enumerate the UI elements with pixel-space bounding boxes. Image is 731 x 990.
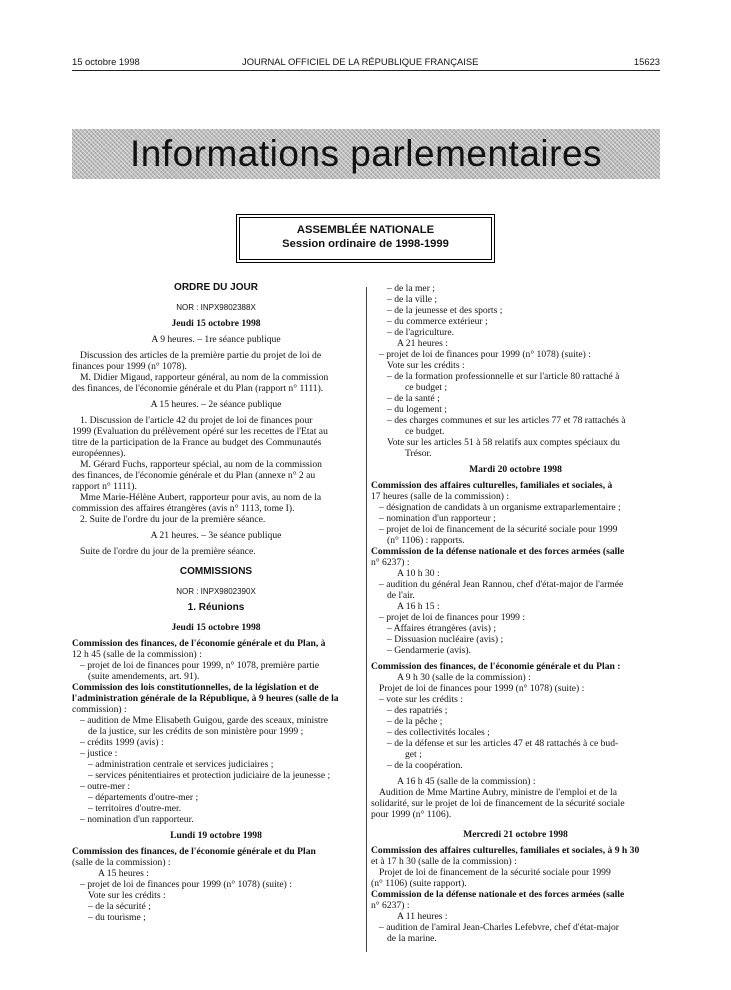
text-line: rapport n° 1111). — [72, 481, 137, 492]
text-line: – de la ville ; — [387, 294, 438, 305]
text-line: M. Gérard Fuchs, rapporteur spécial, au nom de la commission — [80, 459, 322, 470]
assembly-title-box — [239, 217, 492, 260]
text-line: 17 heures (salle de la commission) : — [371, 491, 510, 502]
text-line: – projet de loi de financement de la sécurité sociale pour 1999 — [379, 524, 618, 535]
header-journal-title: JOURNAL OFFICIEL DE LA RÉPUBLIQUE FRANÇAISE — [242, 56, 479, 67]
text-line: A 16 h 15 : — [397, 601, 440, 612]
text-line: – de la coopération. — [387, 760, 463, 771]
text-line: des finances, de l'économie générale et du Plan (rapport n° 1111). — [72, 383, 324, 394]
text-line: – projet de loi de finances pour 1999 (n° 1078) (suite) : — [379, 349, 591, 360]
text-line: – de la défense et sur les articles 47 et 48 rattachés à ce bud- — [387, 738, 619, 749]
date-heading: Jeudi 15 octobre 1998 — [171, 622, 261, 633]
text-line: ce budget. — [405, 426, 445, 437]
text-line: A 21 heures : — [397, 338, 448, 349]
text-line: – de la santé ; — [387, 393, 440, 404]
commission-name: l'administration générale de la République, à 9 heures (salle de la — [72, 693, 339, 704]
text-line: finances pour 1999 (n° 1078). — [72, 361, 187, 372]
text-line: – Affaires étrangères (avis) ; — [387, 623, 497, 634]
seance-heading: A 21 heures. – 3e séance publique — [150, 530, 282, 541]
text-line: 1999 (Evaluation du prélèvement opéré sur les recettes de l'Etat au — [72, 426, 328, 437]
text-line: Projet de loi de financement de la sécurité sociale pour 1999 — [379, 867, 611, 878]
text-line: – vote sur les crédits : — [379, 694, 463, 705]
text-line: (salle de la commission) : — [72, 857, 171, 868]
text-line: – de la formation professionnelle et sur l'article 80 rattaché à — [387, 371, 620, 382]
commission-name: Commission des finances, de l'économie générale et du Plan : — [371, 661, 621, 672]
text-line: – des rapatriés ; — [387, 705, 448, 716]
text-line: – Dissuasion nucléaire (avis) ; — [387, 634, 504, 645]
header-rule — [72, 70, 660, 71]
text-line: Mme Marie-Hélène Aubert, rapporteur pour avis, au nom de la — [80, 492, 322, 503]
commission-name: Commission de la défense nationale et des forces armées (salle — [371, 889, 625, 900]
text-line: – Gendarmerie (avis). — [387, 645, 471, 656]
text-line: – nomination d'un rapporteur ; — [379, 513, 496, 524]
commission-name: Commission des affaires culturelles, familiales et sociales, à — [371, 480, 613, 491]
text-line: – du tourisme ; — [88, 912, 146, 923]
text-line: Projet de loi de finances pour 1999 (n° 1078) (suite) : — [379, 683, 585, 694]
text-line: get ; — [405, 749, 422, 760]
left-column — [72, 282, 360, 923]
banner-title: Informations parlementaires — [129, 133, 603, 174]
text-line: de l'air. — [387, 590, 415, 601]
text-line: Discussion des articles de la première partie du projet de loi de — [80, 350, 322, 361]
text-line: A 15 heures : — [98, 868, 149, 879]
text-line: titre de la participation de la France au budget des Communautés — [72, 437, 322, 448]
text-line: et à 17 h 30 (salle de la commission) : — [371, 856, 517, 867]
text-line: Vote sur les crédits : — [387, 360, 465, 371]
text-line: Suite de l'ordre du jour de la première séance. — [80, 546, 256, 557]
text-line: – audition de l'amiral Jean-Charles Lefebvre, chef d'état-major — [379, 922, 619, 933]
date-heading: Mardi 20 octobre 1998 — [469, 464, 562, 475]
column-divider — [366, 287, 367, 952]
header-date: 15 octobre 1998 — [72, 56, 140, 67]
text-line: 1. Discussion de l'article 42 du projet de loi de finances pour — [80, 415, 313, 426]
commission-name: Commission des finances, de l'économie générale et du Plan — [72, 846, 316, 857]
text-line: A 9 h 30 (salle de la commission) : — [397, 672, 531, 683]
seance-heading: A 15 heures. – 2e séance publique — [150, 399, 282, 410]
text-line: n° 6237) : — [371, 900, 410, 911]
text-line: (suite amendements, art. 91). — [88, 671, 200, 682]
header-page-number: 15623 — [633, 56, 660, 67]
text-line: – crédits 1999 (avis) : — [80, 737, 164, 748]
text-line: – projet de loi de finances pour 1999, n° 1078, première partie — [80, 660, 320, 671]
text-line: A 16 h 45 (salle de la commission) : — [397, 776, 536, 787]
commission-name: Commission des lois constitutionnelles, de la législation et de — [72, 682, 319, 693]
text-line: – départements d'outre-mer ; — [88, 792, 199, 803]
nor-reference: NOR : INPX9802390X — [176, 587, 256, 596]
date-heading: Mercredi 21 octobre 1998 — [463, 829, 568, 840]
text-line: – du commerce extérieur ; — [387, 316, 488, 327]
text-line: Audition de Mme Martine Aubry, ministre de l'emploi et de la — [379, 787, 617, 798]
date-heading: Jeudi 15 octobre 1998 — [171, 318, 261, 329]
text-line: Vote sur les articles 51 à 58 relatifs aux comptes spéciaux du — [387, 437, 620, 448]
text-line: – des charges communes et sur les articles 77 et 78 rattachés à — [387, 415, 626, 426]
right-column — [371, 283, 660, 944]
commission-name: Commission des finances, de l'économie générale et du Plan, à — [72, 638, 326, 649]
text-line: – projet de loi de finances pour 1999 : — [379, 612, 526, 623]
text-line: de la marine. — [387, 933, 437, 944]
text-line: – de la sécurité ; — [88, 901, 151, 912]
text-line: – outre-mer : — [80, 781, 131, 792]
running-header — [72, 56, 660, 70]
text-line: – de la mer ; — [387, 283, 435, 294]
text-line: 2. Suite de l'ordre du jour de la première séance. — [80, 514, 266, 525]
text-line: – audition de Mme Elisabeth Guigou, garde des sceaux, ministre — [80, 715, 329, 726]
seance-heading: A 9 heures. – 1re séance publique — [151, 334, 281, 345]
text-line: ce budget ; — [405, 382, 448, 393]
text-line: Trésor. — [405, 448, 432, 459]
assembly-name: ASSEMBLÉE NATIONALE — [296, 224, 435, 236]
text-line: (n° 1106) (suite rapport). — [371, 878, 467, 889]
text-line: commission) : — [72, 704, 127, 715]
subheading-reunions: 1. Réunions — [187, 602, 245, 613]
text-line: A 11 heures : — [397, 911, 448, 922]
text-line: Vote sur les crédits : — [88, 890, 166, 901]
section-banner — [72, 129, 660, 179]
text-line: M. Didier Migaud, rapporteur général, au nom de la commission — [80, 372, 329, 383]
text-line: – des collectivités locales ; — [387, 727, 490, 738]
text-line: – de la jeunesse et des sports ; — [387, 305, 503, 316]
text-line: – nomination d'un rapporteur. — [80, 814, 194, 825]
text-line: – audition du général Jean Rannou, chef d'état-major de l'armée — [379, 579, 624, 590]
text-line: – désignation de candidats à un organisme extraparlementaire ; — [379, 502, 621, 513]
text-line: n° 6237) : — [371, 557, 410, 568]
heading-ordre-du-jour: ORDRE DU JOUR — [174, 282, 258, 293]
text-line: solidarité, sur le projet de loi de financement de la sécurité sociale — [371, 798, 625, 809]
text-line: de la justice, sur les crédits de son ministère pour 1999 ; — [88, 726, 304, 737]
text-line: – territoires d'outre-mer. — [88, 803, 182, 814]
heading-commissions: COMMISSIONS — [179, 566, 253, 577]
commission-name: Commission de la défense nationale et des forces armées (salle — [371, 546, 625, 557]
text-line: – administration centrale et services judiciaires ; — [88, 759, 274, 770]
text-line: – services pénitentiaires et protection judiciaire de la jeunesse ; — [88, 770, 331, 781]
date-heading: Lundi 19 octobre 1998 — [170, 830, 262, 841]
nor-reference: NOR : INPX9802388X — [176, 303, 256, 312]
text-line: – du logement ; — [387, 404, 447, 415]
text-line: – de la pêche ; — [387, 716, 443, 727]
text-line: – de l'agriculture. — [387, 327, 454, 338]
text-line: pour 1999 (n° 1106). — [371, 809, 452, 820]
session-name: Session ordinaire de 1998-1999 — [282, 237, 449, 250]
text-line: A 10 h 30 : — [397, 568, 440, 579]
text-line: commission des affaires étrangères (avis n° 1113, tome I). — [72, 503, 295, 514]
text-line: (n° 1106) : rapports. — [387, 535, 465, 546]
text-line: européennes). — [72, 448, 126, 459]
text-line: – projet de loi de finances pour 1999 (n° 1078) (suite) : — [80, 879, 292, 890]
text-line: des finances, de l'économie générale et du Plan (annexe n° 2 au — [72, 470, 316, 481]
text-line: 12 h 45 (salle de la commission) : — [72, 649, 202, 660]
text-line: – justice : — [80, 748, 118, 759]
commission-name: Commission des affaires culturelles, familiales et sociales, à 9 h 30 — [371, 845, 640, 856]
